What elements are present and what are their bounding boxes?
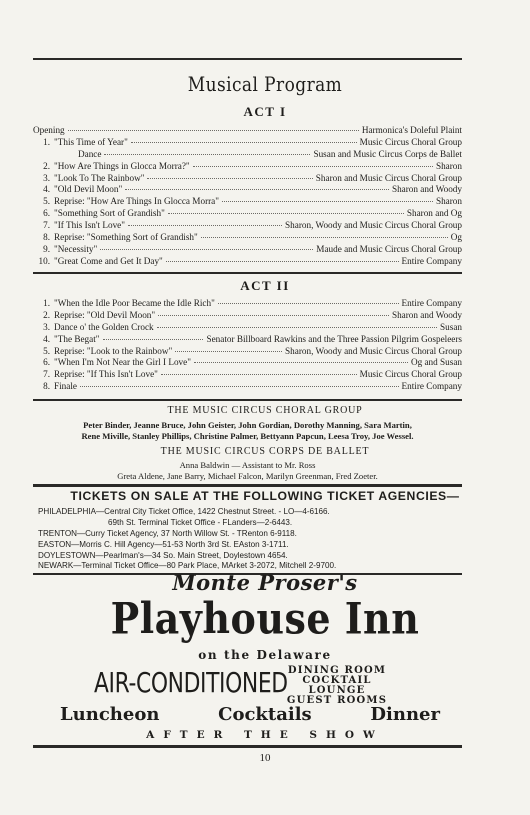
program-row-leader bbox=[80, 386, 399, 387]
program-row bbox=[33, 208, 462, 220]
program-row-performer: Sharon, Woody and Music Circus Choral Group bbox=[285, 220, 462, 231]
ticket-agency-69th-st: 69th St. Terminal Ticket Office - FLanders—2-6443. bbox=[108, 518, 293, 527]
program-row bbox=[33, 161, 462, 173]
ticket-agency-doylestown: DOYLESTOWN—Pearlman's—34 So. Main Street, Doylestown 4654. bbox=[38, 551, 288, 560]
program-row-performer: Sharon bbox=[435, 196, 462, 207]
program-row bbox=[33, 334, 462, 346]
tickets-title: TICKETS ON SALE AT THE FOLLOWING TICKET AGENCIES— bbox=[70, 489, 460, 503]
program-row-number: 9. bbox=[43, 243, 50, 254]
program-row-number: 6. bbox=[43, 208, 50, 219]
program-row-leader bbox=[218, 303, 399, 304]
program-row-song: Reprise: "If This Isn't Love" bbox=[54, 369, 158, 380]
program-row-performer: Entire Company bbox=[401, 255, 462, 266]
program-row-leader bbox=[222, 201, 433, 202]
program-row-song: "If This Isn't Love" bbox=[54, 220, 125, 231]
program-row-performer: Music Circus Choral Group bbox=[359, 369, 462, 380]
program-row-leader bbox=[194, 362, 408, 363]
program-row-leader bbox=[193, 166, 433, 167]
program-row bbox=[33, 196, 462, 208]
choral-group-members bbox=[33, 420, 462, 442]
program-row-performer: Susan and Music Circus Corps de Ballet bbox=[313, 148, 462, 159]
program-row bbox=[33, 322, 462, 334]
ticket-agency-easton: EASTON—Morris C. Hill Agency—51-53 North 3rd St. EAston 3-1711. bbox=[38, 540, 289, 549]
program-row-leader bbox=[68, 130, 359, 131]
top-rule bbox=[33, 58, 462, 60]
program-row bbox=[33, 232, 462, 244]
program-row-song: "How Are Things in Glocca Morra?" bbox=[54, 160, 190, 171]
program-row-performer: Og and Susan bbox=[410, 357, 462, 368]
ballet-title: THE MUSIC CIRCUS CORPS DE BALLET bbox=[160, 446, 370, 457]
program-row bbox=[33, 381, 462, 393]
program-row-number: 6. bbox=[43, 357, 50, 368]
program-row-leader bbox=[158, 315, 389, 316]
program-row bbox=[33, 173, 462, 185]
ad-location: on the Delaware bbox=[198, 648, 332, 662]
program-row-number: 4. bbox=[43, 333, 50, 344]
program-row-number: 1. bbox=[43, 136, 50, 147]
program-row-number: 5. bbox=[43, 196, 50, 207]
program-row-performer: Entire Company bbox=[401, 298, 462, 308]
program-row-performer: Maude and Music Circus Choral Group bbox=[316, 243, 462, 254]
program-row bbox=[33, 310, 462, 322]
program-row-song: Finale bbox=[54, 381, 77, 392]
act-1-list bbox=[33, 125, 462, 268]
ad-meal-luncheon: Luncheon bbox=[60, 704, 160, 725]
choral-members-line-1: Peter Binder, Jeanne Bruce, John Geister, John Gordian, Dorothy Manning, Sara Martin, bbox=[83, 420, 412, 430]
ad-service-rooms: GUEST ROOMS bbox=[286, 695, 388, 706]
program-row bbox=[33, 369, 462, 381]
program-row-song: "Necessity" bbox=[54, 243, 98, 254]
program-row-song: "This Time of Year" bbox=[54, 136, 128, 147]
program-row-song: "Something Sort of Grandish" bbox=[54, 208, 165, 219]
program-row bbox=[33, 220, 462, 232]
program-row-leader bbox=[157, 327, 437, 328]
program-row-performer: Harmonica's Doleful Plaint bbox=[361, 125, 462, 135]
ad-presenter: Monte Proser's bbox=[172, 570, 358, 595]
program-row-song: Reprise: "Look to the Rainbow" bbox=[54, 345, 173, 356]
program-row-performer: Senator Billboard Rawkins and the Three Passion Pilgrim Gospeleers bbox=[206, 333, 462, 344]
program-row-number: 8. bbox=[43, 381, 50, 392]
program-row bbox=[33, 184, 462, 196]
ballet-members bbox=[33, 460, 462, 482]
program-row-leader bbox=[175, 351, 282, 352]
ticket-agency-trenton: TRENTON—Curry Ticket Agency, 37 North Willow St. - TRenton 6-9118. bbox=[38, 529, 297, 538]
ballet-members-line: Greta Aldene, Jane Barry, Michael Falcon, Marilyn Greenman, Fred Zoeter. bbox=[117, 471, 378, 481]
program-row-number: 10. bbox=[38, 255, 50, 266]
program-row-song: Opening bbox=[33, 125, 65, 135]
ad-service-dining: DINING ROOM bbox=[287, 665, 387, 676]
program-title: Musical Program bbox=[187, 72, 343, 96]
program-row-number: 7. bbox=[43, 369, 50, 380]
program-row-number: 4. bbox=[43, 184, 50, 195]
program-row-song: "Old Devil Moon" bbox=[54, 184, 123, 195]
program-row-song: "Great Come and Get It Day" bbox=[54, 255, 163, 266]
program-row-song: "The Begat" bbox=[54, 333, 100, 344]
ad-air-conditioned: AIR-CONDITIONED bbox=[94, 666, 288, 699]
act-1-title: ACT I bbox=[243, 104, 287, 119]
program-row-number: 8. bbox=[43, 232, 50, 243]
ad-meals bbox=[60, 704, 440, 725]
bottom-rule bbox=[33, 745, 462, 748]
program-row-performer: Music Circus Choral Group bbox=[359, 136, 462, 147]
ad-service-cocktail: COCKTAIL LOUNGE bbox=[302, 675, 372, 696]
program-row-performer: Entire Company bbox=[401, 381, 462, 392]
act-divider-rule bbox=[33, 272, 462, 274]
program-row-song: Dance bbox=[78, 148, 102, 159]
program-row-song: "When I'm Not Near the Girl I Love" bbox=[54, 357, 191, 368]
program-row bbox=[33, 125, 462, 137]
program-row-song: Reprise: "Something Sort of Grandish" bbox=[54, 232, 198, 243]
program-row bbox=[33, 357, 462, 369]
program-row-performer: Sharon bbox=[435, 160, 462, 171]
program-row-performer: Sharon, Woody and Music Circus Choral Group bbox=[285, 345, 462, 356]
program-row-leader bbox=[161, 374, 357, 375]
act-2-list bbox=[33, 298, 462, 393]
program-row-leader bbox=[103, 339, 204, 340]
program-row-leader bbox=[201, 237, 448, 238]
program-row-number: 3. bbox=[43, 321, 50, 332]
program-row-leader bbox=[128, 225, 282, 226]
ticket-agency-newark: NEWARK—Terminal Ticket Office—80 Park Place, MArket 3-2072, Mitchell 2-9700. bbox=[38, 561, 337, 570]
ticket-agency-philadelphia: PHILADELPHIA—Central City Ticket Office, 1422 Chestnut Street. - LO—4-6166. bbox=[38, 507, 330, 516]
program-row-performer: Sharon and Music Circus Choral Group bbox=[315, 172, 462, 183]
ballet-assistant-line: Anna Baldwin — Assistant to Mr. Ross bbox=[179, 460, 316, 470]
ad-after-show: AFTER THE SHOW bbox=[146, 729, 384, 741]
choral-group-title: THE MUSIC CIRCUS CHORAL GROUP bbox=[167, 405, 363, 416]
program-row-song: Reprise: "Old Devil Moon" bbox=[54, 309, 156, 320]
program-row-song: Dance o' the Golden Crock bbox=[54, 321, 154, 332]
program-row-leader bbox=[125, 189, 389, 190]
program-row bbox=[33, 298, 462, 310]
program-row-leader bbox=[168, 213, 404, 214]
program-row-leader bbox=[147, 178, 312, 179]
ad-services bbox=[272, 666, 402, 706]
program-row bbox=[33, 149, 462, 161]
program-row-number: 2. bbox=[43, 160, 50, 171]
program-row-number: 1. bbox=[43, 298, 50, 308]
program-row bbox=[33, 244, 462, 256]
program-row-performer: Sharon and Og bbox=[406, 208, 462, 219]
ad-meal-dinner: Dinner bbox=[370, 704, 440, 725]
program-row-number: 2. bbox=[43, 309, 50, 320]
program-row-song: "Look To The Rainbow" bbox=[54, 172, 145, 183]
cast-divider-rule bbox=[33, 399, 462, 401]
program-row-song: Reprise: "How Are Things In Glocca Morra" bbox=[54, 196, 220, 207]
ad-meal-cocktails: Cocktails bbox=[218, 704, 312, 725]
program-row-performer: Susan bbox=[440, 321, 462, 332]
program-row-leader bbox=[131, 142, 357, 143]
ad-venue-name: Playhouse Inn bbox=[110, 593, 420, 644]
program-row-performer: Og bbox=[450, 232, 462, 243]
choral-members-line-2: Rene Miville, Stanley Phillips, Christine Palmer, Bettyann Papcun, Leesa Troy, Joe Wessel. bbox=[81, 431, 414, 441]
page-number: 10 bbox=[259, 752, 271, 764]
act-2-title: ACT II bbox=[240, 278, 290, 293]
program-row bbox=[33, 137, 462, 149]
program-row-number: 3. bbox=[43, 172, 50, 183]
program-row-leader bbox=[166, 261, 399, 262]
program-row-performer: Sharon and Woody bbox=[391, 309, 462, 320]
program-row-number: 5. bbox=[43, 345, 50, 356]
program-row-leader bbox=[100, 249, 313, 250]
program-row-number: 7. bbox=[43, 220, 50, 231]
tickets-top-rule bbox=[33, 484, 462, 487]
program-row-song: "When the Idle Poor Became the Idle Rich" bbox=[54, 298, 215, 308]
program-row-leader bbox=[104, 154, 310, 155]
program-row bbox=[33, 346, 462, 358]
program-row bbox=[33, 256, 462, 268]
program-row-performer: Sharon and Woody bbox=[391, 184, 462, 195]
